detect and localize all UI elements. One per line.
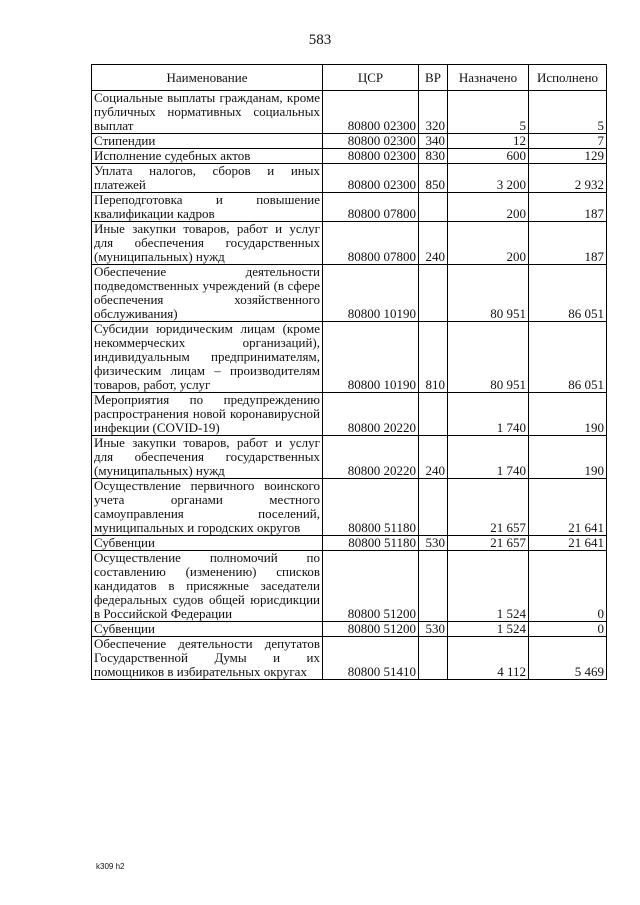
cell-csr: 80800 07800 <box>323 193 419 222</box>
header-planned: Назначено <box>448 65 529 91</box>
cell-csr: 80800 51180 <box>323 536 419 551</box>
cell-planned: 80 951 <box>448 265 529 322</box>
cell-planned: 1 524 <box>448 622 529 637</box>
cell-name: Иные закупки товаров, работ и услуг для обеспечения государственных (муниципальных) нужд <box>92 222 323 265</box>
cell-planned: 80 951 <box>448 322 529 393</box>
header-executed: Исполнено <box>529 65 607 91</box>
cell-vr <box>419 393 448 436</box>
cell-csr: 80800 02300 <box>323 91 419 134</box>
table-row <box>92 193 607 222</box>
cell-name: Осуществление полномочий по составлению (изменению) списков кандидатов в присяжные заседатели федеральных судов общей юрисдикции в Российской Федерации <box>92 551 323 622</box>
cell-executed: 0 <box>529 622 607 637</box>
cell-name: Социальные выплаты гражданам, кроме публичных нормативных социальных выплат <box>92 91 323 134</box>
cell-executed: 86 051 <box>529 322 607 393</box>
budget-table <box>91 64 607 680</box>
cell-executed: 187 <box>529 193 607 222</box>
cell-name: Переподготовка и повышение квалификации кадров <box>92 193 323 222</box>
cell-planned: 600 <box>448 149 529 164</box>
cell-vr: 340 <box>419 134 448 149</box>
cell-name: Стипендии <box>92 134 323 149</box>
cell-executed: 7 <box>529 134 607 149</box>
cell-planned: 21 657 <box>448 479 529 536</box>
cell-name: Иные закупки товаров, работ и услуг для обеспечения государственных (муниципальных) нужд <box>92 436 323 479</box>
cell-executed: 129 <box>529 149 607 164</box>
cell-csr: 80800 20220 <box>323 393 419 436</box>
cell-vr <box>419 265 448 322</box>
cell-csr: 80800 07800 <box>323 222 419 265</box>
cell-planned: 21 657 <box>448 536 529 551</box>
cell-csr: 80800 51200 <box>323 551 419 622</box>
footer-code: k309 h2 <box>96 862 125 871</box>
cell-vr <box>419 551 448 622</box>
table-row <box>92 322 607 393</box>
cell-planned: 12 <box>448 134 529 149</box>
cell-name: Мероприятия по предупреждению распространения новой коронавирусной инфекции (COVID-19) <box>92 393 323 436</box>
cell-name: Субвенции <box>92 536 323 551</box>
table-row <box>92 436 607 479</box>
cell-executed: 5 <box>529 91 607 134</box>
cell-vr: 320 <box>419 91 448 134</box>
cell-executed: 0 <box>529 551 607 622</box>
cell-vr: 530 <box>419 536 448 551</box>
cell-vr: 240 <box>419 436 448 479</box>
table-row <box>92 536 607 551</box>
header-name: Наименование <box>92 65 323 91</box>
page-number: 583 <box>308 32 332 48</box>
cell-planned: 1 524 <box>448 551 529 622</box>
cell-executed: 190 <box>529 393 607 436</box>
cell-csr: 80800 10190 <box>323 322 419 393</box>
cell-planned: 3 200 <box>448 164 529 193</box>
cell-csr: 80800 02300 <box>323 134 419 149</box>
cell-executed: 187 <box>529 222 607 265</box>
cell-planned: 1 740 <box>448 393 529 436</box>
cell-name: Обеспечение деятельности депутатов Государственной Думы и их помощников в избирательных округах <box>92 637 323 680</box>
cell-csr: 80800 02300 <box>323 149 419 164</box>
header-vr: ВР <box>419 65 448 91</box>
cell-vr: 530 <box>419 622 448 637</box>
table-row <box>92 134 607 149</box>
cell-csr: 80800 02300 <box>323 164 419 193</box>
cell-planned: 4 112 <box>448 637 529 680</box>
header-csr: ЦСР <box>323 65 419 91</box>
table-body <box>92 91 607 680</box>
table-row <box>92 622 607 637</box>
cell-csr: 80800 20220 <box>323 436 419 479</box>
cell-vr <box>419 479 448 536</box>
cell-name: Осуществление первичного воинского учета органами местного самоуправления поселений, муниципальных и городских округов <box>92 479 323 536</box>
cell-csr: 80800 10190 <box>323 265 419 322</box>
cell-name: Исполнение судебных актов <box>92 149 323 164</box>
cell-vr: 830 <box>419 149 448 164</box>
table-row <box>92 551 607 622</box>
cell-csr: 80800 51410 <box>323 637 419 680</box>
cell-vr: 810 <box>419 322 448 393</box>
table-row <box>92 637 607 680</box>
cell-executed: 86 051 <box>529 265 607 322</box>
cell-planned: 1 740 <box>448 436 529 479</box>
cell-planned: 200 <box>448 222 529 265</box>
cell-vr <box>419 637 448 680</box>
table-row <box>92 393 607 436</box>
table-row <box>92 91 607 134</box>
cell-vr: 850 <box>419 164 448 193</box>
cell-vr: 240 <box>419 222 448 265</box>
table-header-row <box>92 65 607 91</box>
cell-executed: 190 <box>529 436 607 479</box>
table-row <box>92 149 607 164</box>
cell-executed: 21 641 <box>529 479 607 536</box>
table-row <box>92 164 607 193</box>
table-row <box>92 265 607 322</box>
cell-name: Субвенции <box>92 622 323 637</box>
table-row <box>92 222 607 265</box>
cell-csr: 80800 51180 <box>323 479 419 536</box>
table-row <box>92 479 607 536</box>
cell-planned: 200 <box>448 193 529 222</box>
cell-planned: 5 <box>448 91 529 134</box>
cell-name: Уплата налогов, сборов и иных платежей <box>92 164 323 193</box>
cell-executed: 5 469 <box>529 637 607 680</box>
cell-csr: 80800 51200 <box>323 622 419 637</box>
cell-executed: 21 641 <box>529 536 607 551</box>
cell-executed: 2 932 <box>529 164 607 193</box>
cell-name: Субсидии юридическим лицам (кроме некоммерческих организаций), индивидуальным предпринимателям, физическим лицам – производителям товаров, работ, услуг <box>92 322 323 393</box>
cell-vr <box>419 193 448 222</box>
cell-name: Обеспечение деятельности подведомственных учреждений (в сфере обеспечения хозяйственного обслуживания) <box>92 265 323 322</box>
